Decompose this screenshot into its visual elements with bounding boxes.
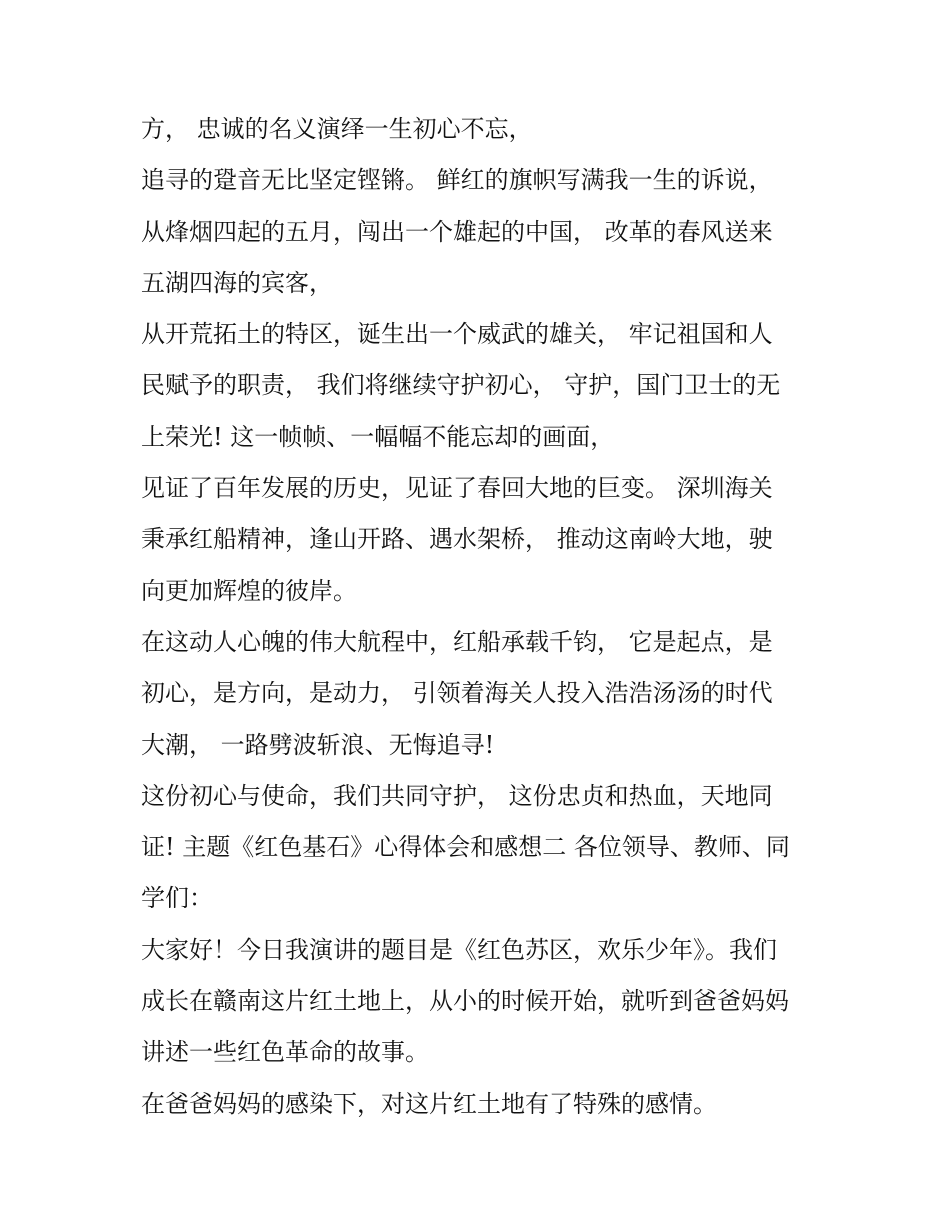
text-line: 在这动人心魄的伟大航程中，红船承载千钧， 它是起点，是 [141, 627, 773, 656]
text-line: 在爸爸妈妈的感染下，对这片红土地有了特殊的感情。 [141, 1089, 717, 1118]
text-line: 这份初心与使命，我们共同守护， 这份忠贞和热血，天地同 [141, 781, 773, 810]
text-line: 民赋予的职责， 我们将继续守护初心， 守护，国门卫士的无 [141, 371, 781, 400]
text-line: 大潮， 一路劈波斩浪、无悔追寻! [141, 730, 495, 759]
text-line: 见证了百年发展的历史，见证了春回大地的巨变。 深圳海关 [141, 474, 773, 503]
text-line: 从烽烟四起的五月，闯出一个雄起的中国， 改革的春风送来 [141, 217, 773, 246]
text-line: 讲述一些红色革命的故事。 [141, 1038, 429, 1067]
text-line: 初心，是方向，是动力， 引领着海关人投入浩浩汤汤的时代 [141, 679, 773, 708]
text-line: 向更加辉煌的彼岸。 [141, 576, 357, 605]
text-line: 大家好！今日我演讲的题目是《红色苏区，欢乐少年》。我们 [141, 935, 777, 964]
text-line: 追寻的跫音无比坚定铿锵。 鲜红的旗帜写满我一生的诉说， [141, 166, 773, 195]
text-line: 从开荒拓土的特区，诞生出一个威武的雄关， 牢记祖国和人 [141, 320, 773, 349]
document-body [141, 110, 821, 1136]
text-line: 上荣光! 这一帧帧、一幅幅不能忘却的画面， [141, 422, 615, 451]
text-line: 证! 主题《红色基石》心得体会和感想二 各位领导、教师、同 [141, 833, 790, 862]
text-line: 成长在赣南这片红土地上，从小的时候开始，就听到爸爸妈妈 [141, 987, 789, 1016]
text-line: 秉承红船精神，逢山开路、遇水架桥， 推动这南岭大地，驶 [141, 525, 773, 554]
text-line: 学们： [141, 884, 213, 913]
text-line: 五湖四海的宾客， [141, 268, 333, 297]
text-line: 方， 忠诚的名义演绎一生初心不忘， [141, 115, 533, 143]
